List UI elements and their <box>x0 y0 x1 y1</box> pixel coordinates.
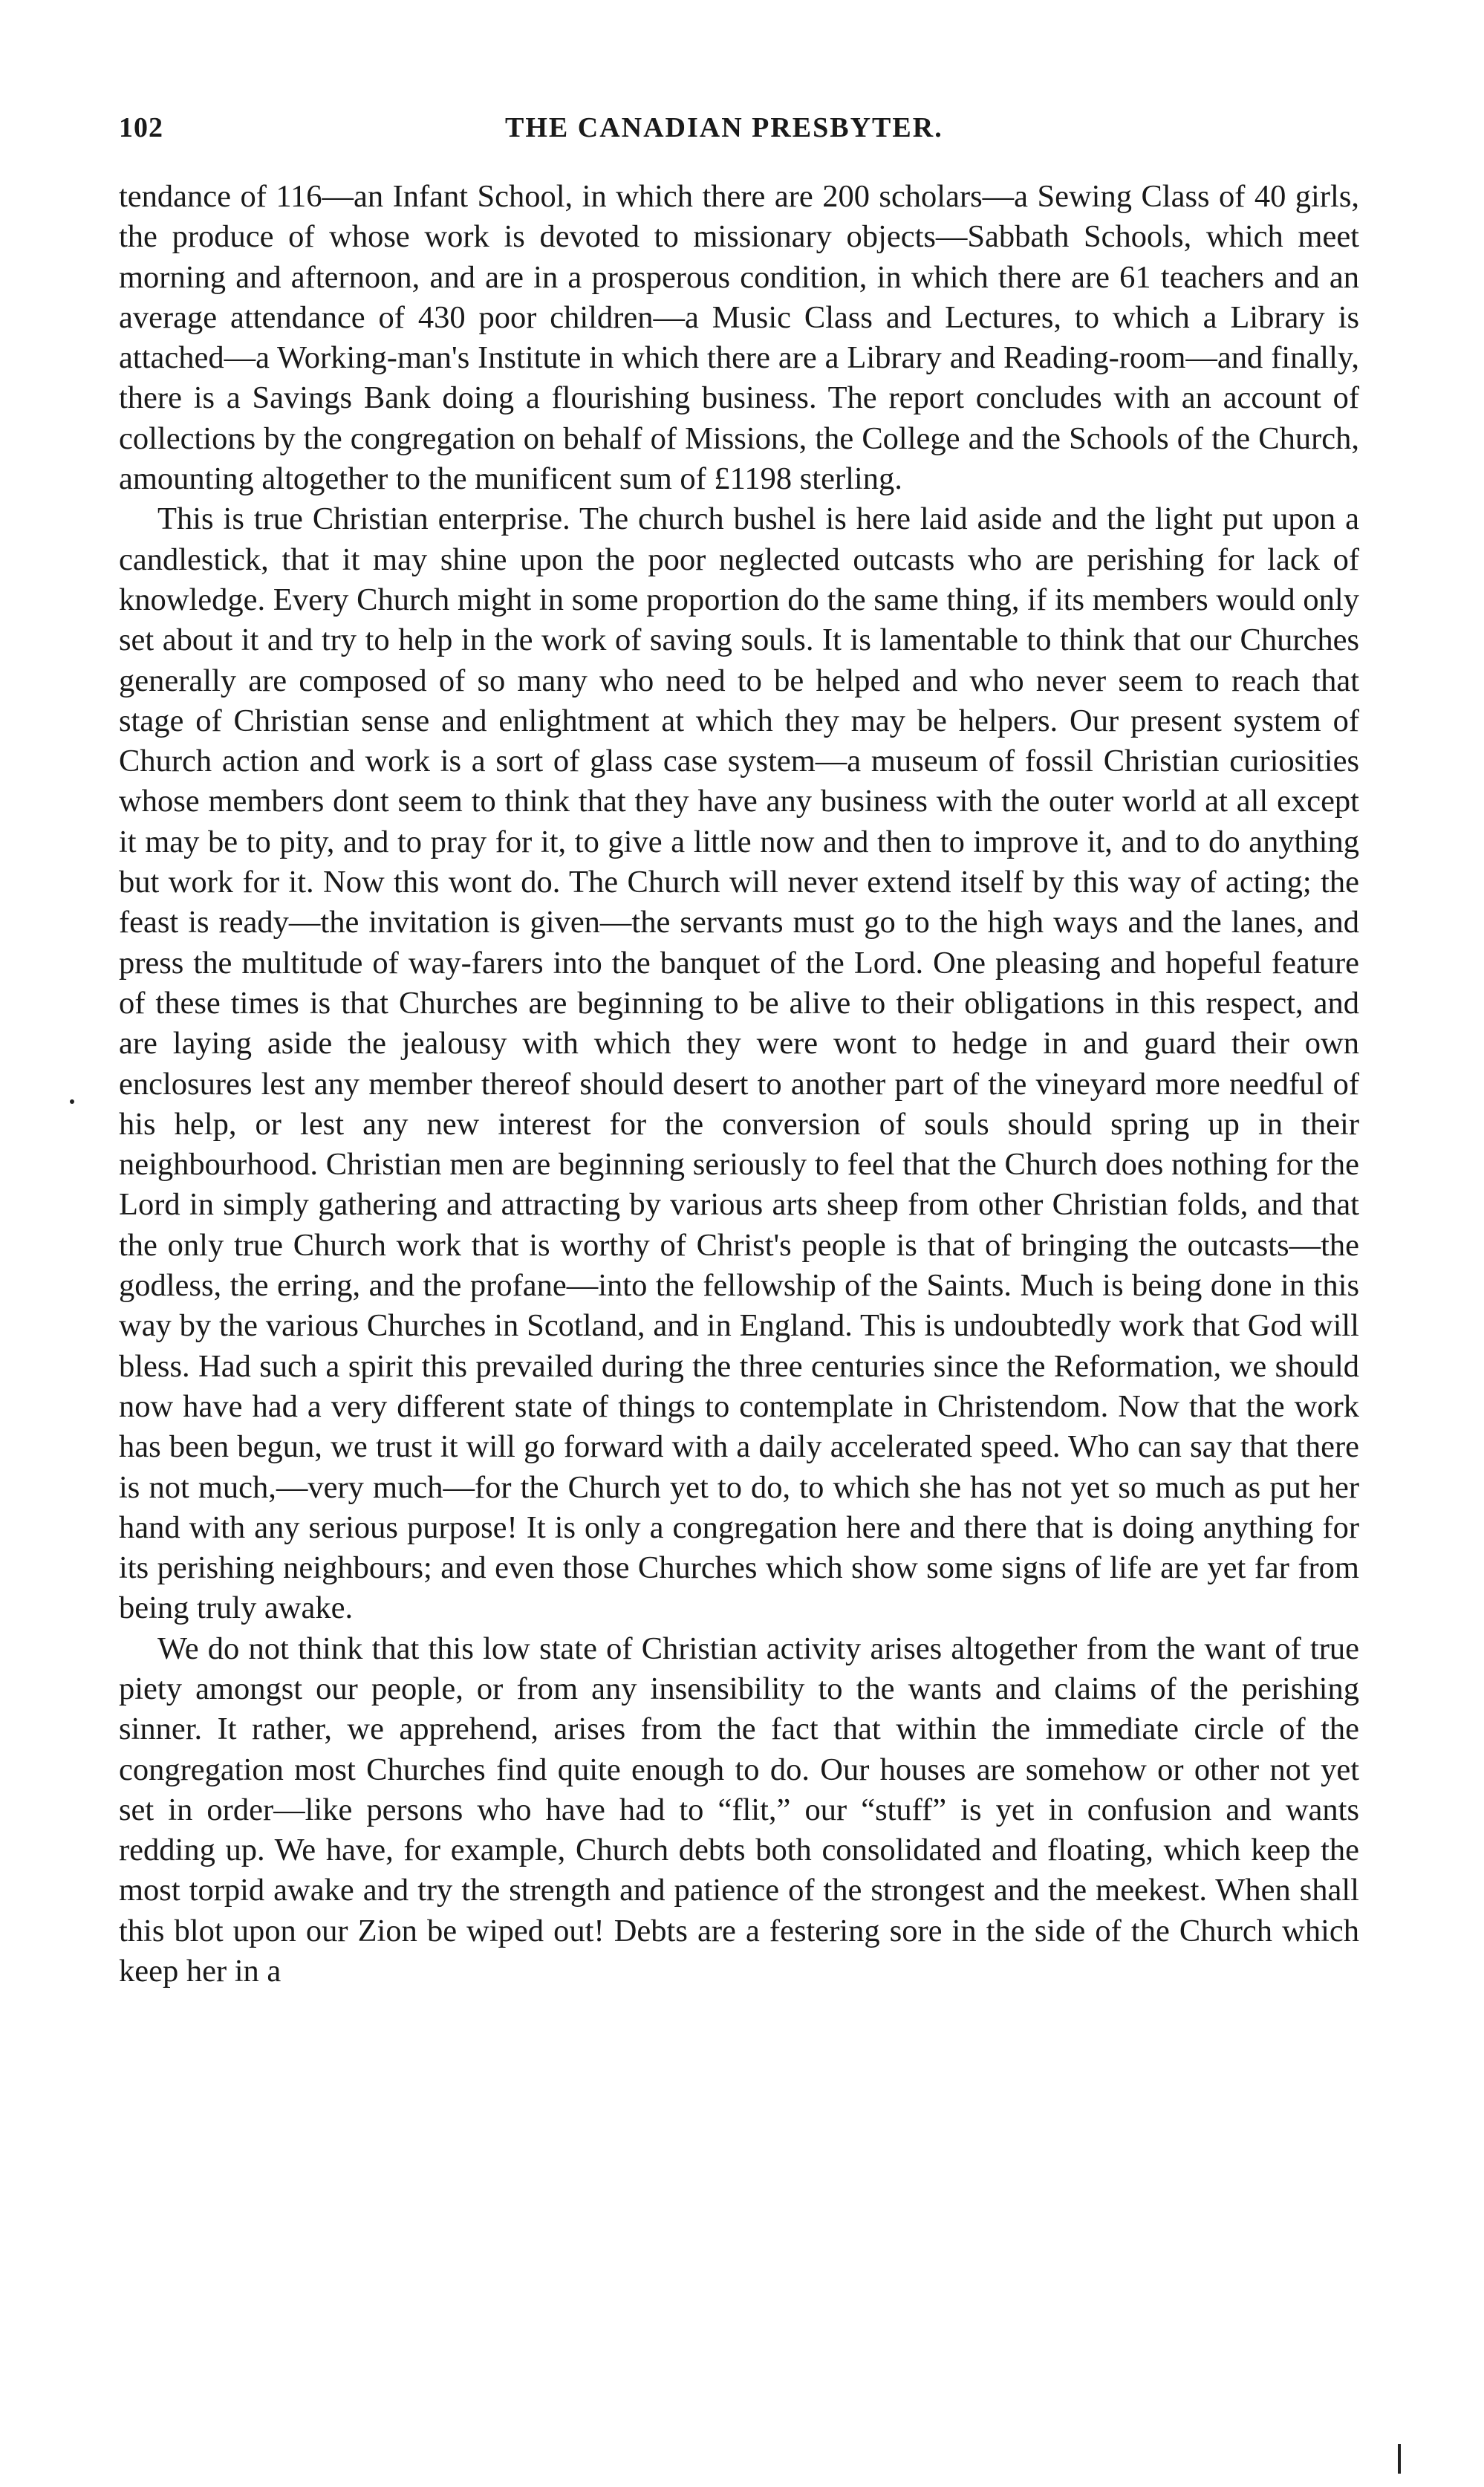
article-body <box>119 177 1359 1992</box>
scan-speck <box>70 1099 74 1104</box>
journal-title: THE CANADIAN PRESBYTER. <box>505 112 943 143</box>
scan-speck <box>1398 2444 1401 2474</box>
page <box>119 111 1359 1992</box>
paragraph-2: This is true Christian enterprise. The church bushel is here laid aside and the light put upon a candlestick, that it may shine upon the poor neglected outcasts who are perishing for lack of knowledge. Every Church might in some proportion do the same thing, if its members would only set about it and try to help in the work of saving souls. It is lamentable to think that our Churches generally are composed of so many who need to be helped and who never seem to reach that stage of Christian sense and enlightment at which they may be helpers. Our present system of Church action and work is a sort of glass case system—a museum of fossil Christian curiosities whose members dont seem to think that they have any business with the outer world at all except it may be to pity, and to pray for it, to give a little now and then to improve it, and to do anything but work for it. Now this wont do. The Church will never extend itself by this way of acting; the feast is ready—the invitation is given—the servants must go to the high ways and the lanes, and press the multitude of way-farers into the banquet of the Lord. One pleasing and hopeful feature of these times is that Churches are beginning to be alive to their obligations in this respect, and are laying aside the jealousy with which they were wont to hedge in and guard their own enclosures lest any member thereof should desert to another part of the vineyard more needful of his help, or lest any new interest for the conversion of souls should spring up in their neighbourhood. Christian men are beginning seriously to feel that the Church does nothing for the Lord in simply gathering and attracting by various arts sheep from other Christian folds, and that the only true Church work that is worthy of Christ's people is that of bringing the outcasts—the godless, the erring, and the profane—into the fellowship of the Saints. Much is being done in this way by the various Churches in Scotland, and in England. This is undoubtedly work that God will bless. Had such a spirit this prevailed during the three centuries since the Reformation, we should now have had a very different state of things to contemplate in Christendom. Now that the work has been begun, we trust it will go forward with a daily accelerated speed. Who can say that there is not much,—very much—for the Church yet to do, to which she has not yet so much as put her hand with any serious purpose! It is only a congregation here and there that is doing anything for its perishing neighbours; and even those Churches which show some signs of life are yet far from being truly awake. <box>119 501 1359 1626</box>
paragraph-3: We do not think that this low state of Christian activity arises altogether from the want of true piety amongst our people, or from any insensibility to the wants and claims of the perishing sinner. It rather, we apprehend, arises from the fact that within the immediate circle of the congregation most Churches find quite enough to do. Our houses are somehow or other not yet set in order—like persons who have had to “flit,” our “stuff” is yet in confusion and wants redding up. We have, for example, Church debts both consolidated and floating, which keep the most torpid awake and try the strength and patience of the strongest and the meekest. When shall this blot upon our Zion be wiped out! Debts are a festering sore in the side of the Church which keep her in a <box>119 1631 1359 1989</box>
page-number: 102 <box>119 112 163 143</box>
paragraph-1: tendance of 116—an Infant School, in which there are 200 scholars—a Sewing Class of 40 girls, the produce of whose work is devoted to missionary objects—Sabbath Schools, which meet morning and afternoon, and are in a prosperous condition, in which there are 61 teachers and an average attendance of 430 poor children—a Music Class and Lectures, to which a Library is attached—a Working-man's Institute in which there are a Library and Reading-room—and finally, there is a Savings Bank doing a flourishing business. The report concludes with an account of collections by the congregation on behalf of Missions, the College and the Schools of the Church, amounting altogether to the munificent sum of £1198 sterling. <box>119 179 1359 497</box>
running-head <box>119 111 1359 156</box>
